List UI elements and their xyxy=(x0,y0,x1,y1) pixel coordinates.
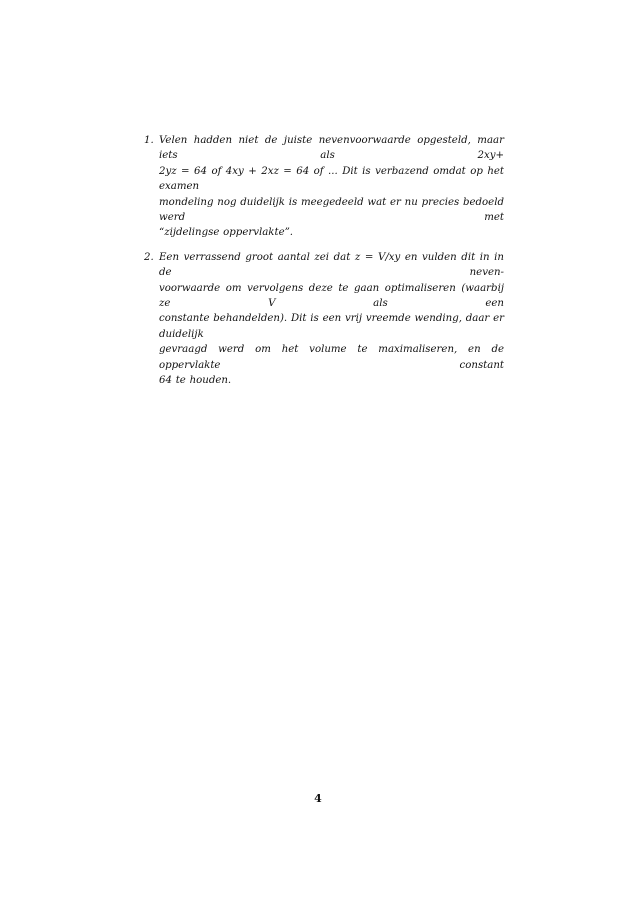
list-item-line: 64 te houden. xyxy=(159,375,232,387)
list-item-number: 1. xyxy=(144,135,154,146)
list-item-number: 2. xyxy=(144,251,154,263)
list-item-line: mondeling nog duidelijk is meegedeeld wat er nu precies bedoeld werd met xyxy=(159,196,504,224)
list-item-line: gevraagd werd om het volume te maximaliseren, en de oppervlakte constant xyxy=(159,344,504,371)
list-item xyxy=(144,250,504,389)
list-item-line: 2yz = 64 of 4xy + 2xz = 64 of ... Dit is verbazend omdat op het examen xyxy=(159,165,504,193)
list-item-line: voorwaarde om vervolgens deze te gaan optimaliseren (waarbij ze V als een xyxy=(159,282,504,310)
page-number: 4 xyxy=(314,792,322,805)
list-item xyxy=(144,133,504,241)
list-item-line: Velen hadden niet de juiste nevenvoorwaarde opgesteld, maar iets als 2xy+ xyxy=(159,135,504,162)
list-item-line: “zijdelingse oppervlakte”. xyxy=(159,227,294,239)
remarks-list xyxy=(144,133,504,398)
list-item-line: constante behandelden). Dit is een vrij vreemde wending, daar er duidelijk xyxy=(159,313,504,340)
list-item-line: Een verrassend groot aantal zei dat z = V/xy en vulden dit in in de neven- xyxy=(159,251,504,279)
